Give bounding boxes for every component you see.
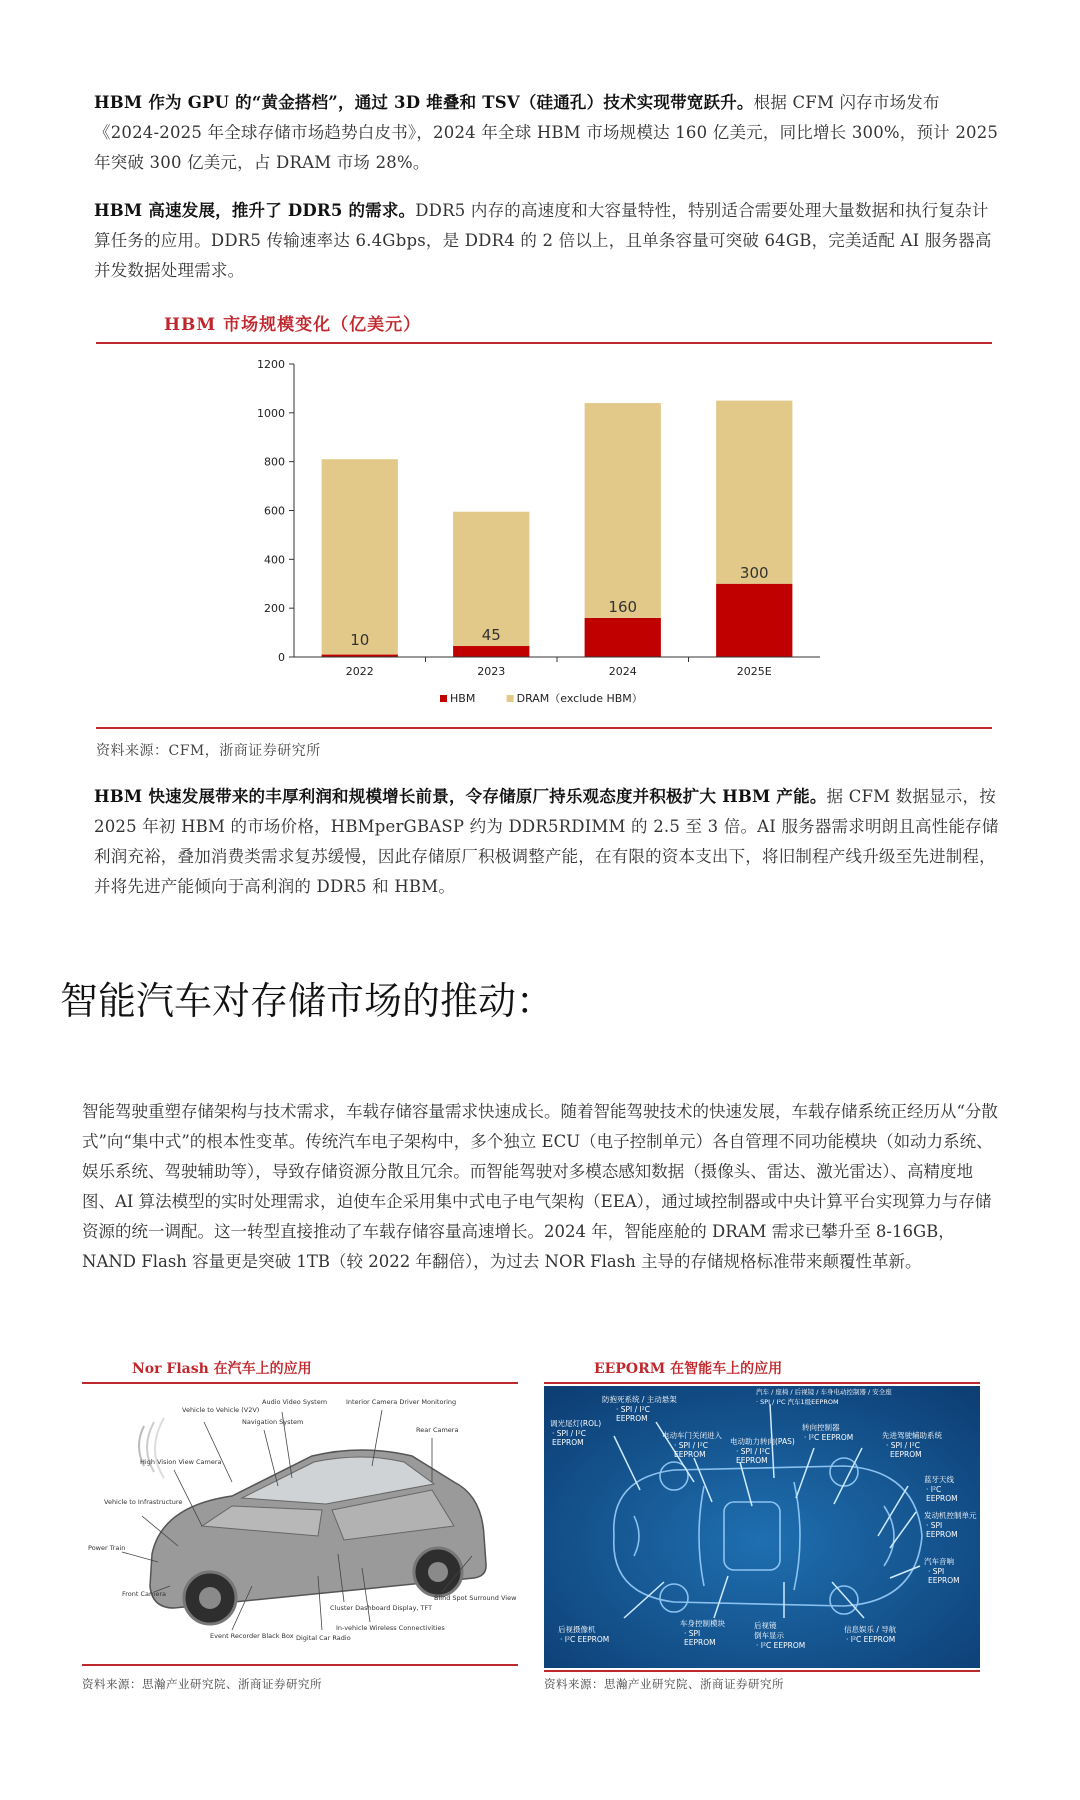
x-tick-label: 2025E [736,665,772,678]
eeprom-label: 蓝牙天线 [924,1475,954,1484]
figure-bottom-rule [96,727,992,729]
bar-dram [716,401,792,584]
car-label: Event Recorder Black Box [210,1632,294,1640]
eeprom-label: · SPI / I²C [552,1429,587,1438]
legend-swatch [440,695,447,702]
paragraph-lead: HBM 高速发展，推升了 DDR5 的需求。 [94,201,416,220]
paragraph-body: DDR5 内存的高速度和大容量特性，特别适合需要处理大量数据和执行复杂计算任务的应用。DDR5 传输速率达 6.4Gbps，是 DDR4 的 2 倍以上，且单条容量可突破 64GB，完美适配 AI 服务器高并发数据处理需求。 [94,201,992,280]
eeprom-label: · I²C EEPROM [804,1433,854,1442]
figure3-source: 资料来源：思瀚产业研究院、浙商证券研究所 [544,1677,784,1691]
paragraph-ddr5 [94,196,1004,286]
y-tick-label: 1000 [257,406,285,420]
x-tick-label: 2023 [477,665,506,678]
eeprom-label: 倒车显示 [754,1631,784,1640]
paragraph-lead: HBM 作为 GPU 的“黄金搭档”，通过 3D 堆叠和 TSV（硅通孔）技术实现带宽跃升。 [94,93,754,112]
eeprom-label: · I²C [926,1485,942,1494]
hbm-market-chart [230,350,850,720]
figure3-title: EEPORM 在智能车上的应用 [594,1361,783,1377]
y-tick-label: 0 [278,651,285,664]
eeprom-label: · I²C EEPROM [846,1635,896,1644]
eeprom-label: EEPROM [552,1438,584,1447]
y-tick-label: 1200 [257,358,285,371]
car-label: In-vehicle Wireless Connectivities [336,1624,445,1632]
paragraph-smart-car [82,1097,1002,1277]
figure3-top-rule [544,1382,980,1384]
eeprom-label: · SPI / I²C [736,1447,771,1456]
bar-dram [322,459,398,654]
eeprom-label: 汽车 / 座椅 / 后视镜 / 车身电动控制器 / 安全座 [756,1388,892,1396]
y-axis [257,358,294,664]
eeprom-label: 车身控制模块 [680,1619,725,1628]
figure2-title: Nor Flash 在汽车上的应用 [132,1361,312,1377]
eeprom-label: 汽车音响 [924,1557,954,1566]
eeprom-label: 后视摄像机 [558,1625,596,1634]
eeprom-label: · I²C EEPROM [756,1641,806,1650]
eeprom-label: 电动车门关闭进入 [662,1431,722,1440]
eeprom-label: EEPROM [928,1576,960,1585]
x-tick-label: 2022 [345,665,374,678]
y-tick-label: 800 [264,455,285,469]
car-label: Vehicle to Infrastructure [104,1498,183,1506]
eeprom-label: 转向控制器 [802,1423,840,1432]
eeprom-label: 电动助力转向(PAS) [730,1437,795,1446]
car-label: Digital Car Radio [296,1634,351,1642]
bar-hbm [585,618,661,657]
eeprom-label: · I²C EEPROM [560,1635,610,1644]
figure2-source: 资料来源：思瀚产业研究院、浙商证券研究所 [82,1677,322,1691]
car-label: Power Train [88,1544,126,1552]
eeprom-label: · SPI [928,1567,945,1576]
eeprom-car-figure [544,1386,980,1668]
eeprom-label: EEPROM [674,1450,706,1459]
car-label: High Vision View Camera [140,1458,222,1466]
eeprom-label: · SPI / I²C 汽车1级EEPROM [756,1398,839,1406]
eeprom-label: EEPROM [616,1414,648,1423]
eeprom-label: 先进驾驶辅助系统 [882,1431,942,1440]
eeprom-label: 调光尾灯(ROL) [550,1419,602,1428]
data-label: 160 [608,597,638,616]
eeprom-label: 防抱死系统 / 主动悬架 [602,1395,677,1404]
eeprom-label: · SPI / I²C [886,1441,921,1450]
data-label: 10 [350,631,370,649]
bar-hbm [716,584,792,657]
car-label: Vehicle to Vehicle (V2V) [182,1406,260,1414]
paragraph-body: 据 CFM 数据显示，按 2025 年初 HBM 的市场价格，HBMperGBASP 约为 DDR5RDIMM 的 2.5 至 3 倍。AI 服务器需求明朗且高性能存储利润充裕，叠加消费类需求复苏缓慢，因此存储原厂积极调整产能，在有限的资本支出下，将旧制程产线升级至先进制程，并将先进产能倾向于高利润的 DDR5 和 HBM。 [94,787,999,896]
figure2-top-rule [82,1382,518,1384]
figure3-bottom-rule [544,1670,980,1672]
bar-hbm [453,646,529,657]
eeprom-label: 后视镜 [754,1621,777,1630]
eeprom-label: EEPROM [926,1494,958,1503]
eeprom-label: · SPI [926,1521,943,1530]
eeprom-label: EEPROM [926,1530,958,1539]
paragraph-body: 根据 CFM 闪存市场发布《2024-2025 年全球存储市场趋势白皮书》，2024 年全球 HBM 市场规模达 160 亿美元，同比增长 300%，预计 2025 年突破 300 亿美元，占 DRAM 市场 28%。 [94,93,999,172]
eeprom-label: EEPROM [890,1450,922,1459]
figure2-bottom-rule [82,1664,518,1666]
eeprom-label: EEPROM [736,1456,768,1465]
data-label: 300 [739,563,769,582]
eeprom-label: · SPI / I²C [674,1441,709,1450]
x-axis [294,657,820,678]
eeprom-label: · SPI [684,1629,701,1638]
bar-dram [585,403,661,618]
data-label: 45 [481,626,501,645]
eeprom-label: 发动机控制单元 [924,1511,977,1520]
eeprom-label: EEPROM [684,1638,716,1647]
y-tick-label: 200 [264,602,285,616]
car-label: Rear Camera [416,1426,459,1434]
car-label: Cluster Dashboard Display, TFT [330,1604,433,1612]
car-label: Interior Camera Driver Monitoring [346,1398,457,1406]
figure-source: 资料来源：CFM，浙商证券研究所 [96,743,321,759]
y-tick-label: 400 [264,553,285,567]
car-label: Audio Video System [262,1398,328,1406]
eeprom-label: 信息娱乐 / 导航 [844,1625,897,1634]
paragraph-lead: 智能驾驶重塑存储架构与技术需求，车载存储容量需求快速成长。 [82,1102,561,1121]
paragraph-lead: HBM 快速发展带来的丰厚利润和规模增长前景，令存储原厂持乐观态度并积极扩大 HBM 产能。 [94,787,827,806]
paragraph-hbm-intro [94,88,1004,178]
car-label: Navigation System [242,1418,304,1426]
x-tick-label: 2024 [608,665,637,678]
legend-label: DRAM（exclude HBM） [516,692,643,705]
car-label: Blind Spot Surround View [434,1594,517,1602]
legend-label: HBM [450,692,476,705]
eeprom-label: · SPI / I²C [616,1405,651,1414]
legend-swatch [507,695,514,702]
nor-flash-car-figure [82,1386,518,1662]
chart-legend [440,692,643,705]
paragraph-body: 随着智能驾驶技术的快速发展，车载存储系统正经历从“分散式”向“集中式”的根本性变革。传统汽车电子架构中，多个独立 ECU（电子控制单元）各自管理不同功能模块（如动力系统、娱乐系统、驾驶辅助等），导致存储资源分散且冗余。而智能驾驶对多模态感知数据（摄像头、雷达、激光雷达）、高精度地图、AI 算法模型的实时处理需求，迫使车企采用集中式电子电气架构（EEA），通过域控制器或中央计算平台实现算力与存储资源的统一调配。这一转型直接推动了车载存储容量高速增长。2024 年，智能座舱的 DRAM 需求已攀升至 8-16GB，NAND Flash 容量更是突破 1TB（较 2022 年翻倍），为过去 NOR Flash 主导的存储规格标准带来颠覆性革新。 [82,1102,998,1271]
car-label: Front Camera [122,1590,167,1598]
section-heading: 智能汽车对存储市场的推动： [60,979,555,1023]
paragraph-capacity [94,782,1004,902]
y-tick-label: 600 [264,504,285,518]
figure-title: HBM 市场规模变化（亿美元） [164,315,422,335]
bar-group [322,401,793,657]
figure-top-rule [96,342,992,344]
